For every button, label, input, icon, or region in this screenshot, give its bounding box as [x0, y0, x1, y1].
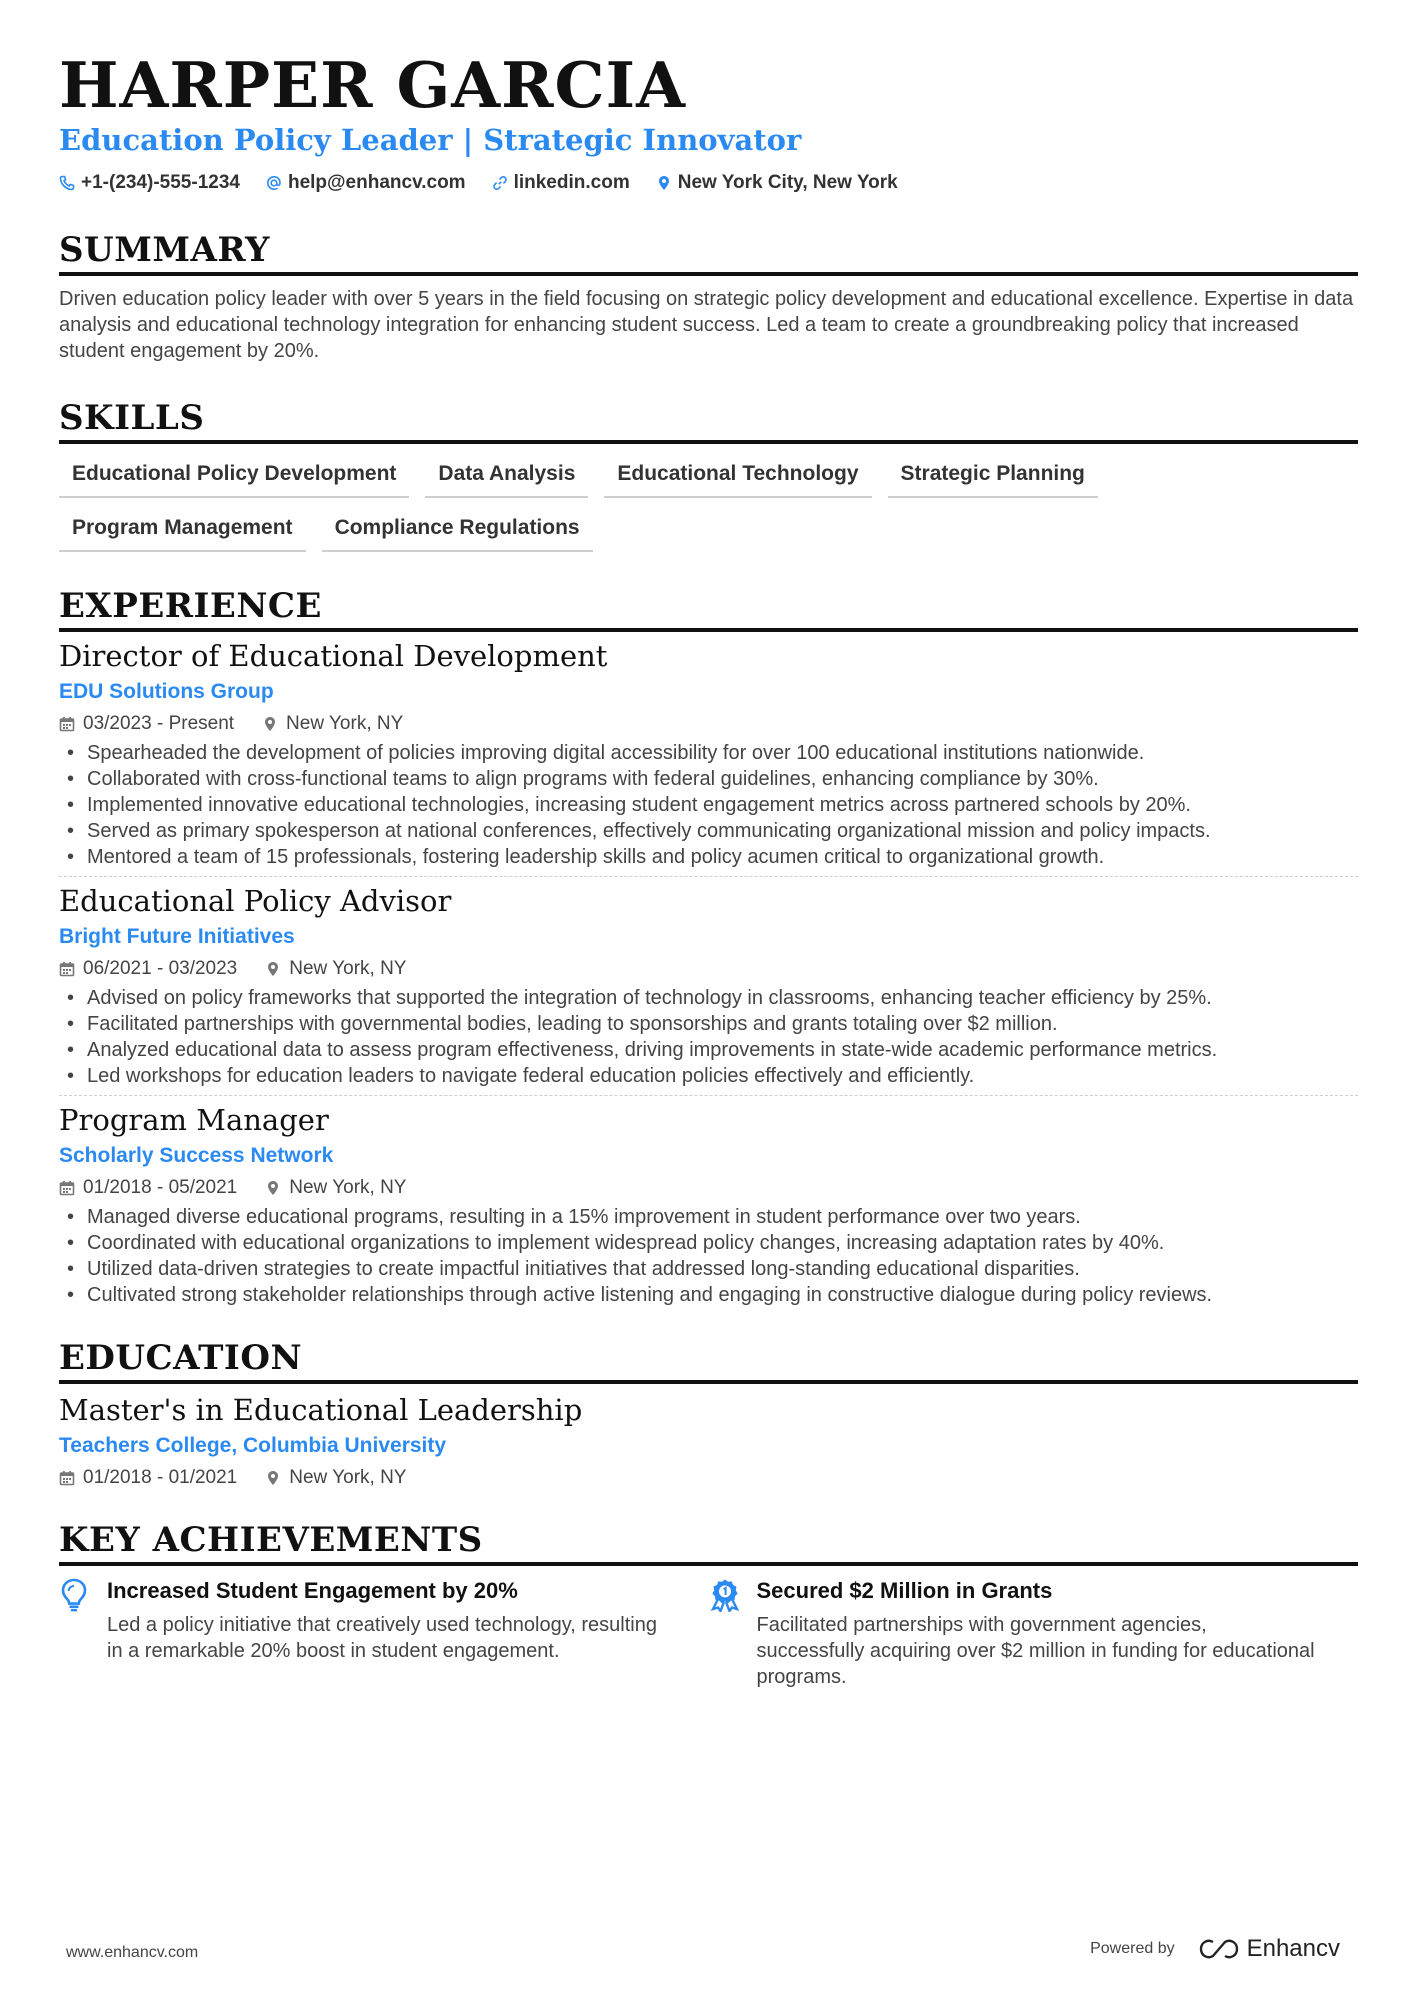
education-meta: [59, 1466, 1358, 1490]
job-bullets: [59, 740, 1358, 870]
contact-linkedin[interactable]: [492, 172, 630, 194]
linkedin-text: linkedin.com: [513, 172, 630, 193]
calendar-icon: [59, 961, 75, 977]
skill-tag: Educational Technology: [604, 452, 871, 498]
achievement-description: Led a policy initiative that creatively used technology, resulting in a remarkable 20% boost in student engagement.: [107, 1614, 657, 1662]
bullet-item: • Facilitated partnerships with governmental bodies, leading to sponsorships and grants totaling over $2 million.: [59, 1011, 1358, 1037]
experience-heading: EXPERIENCE: [59, 586, 1358, 632]
powered-by-label: Powered by: [1090, 1940, 1175, 1957]
achievements-section: [59, 1520, 1358, 1690]
skills-section: [59, 398, 1358, 560]
skill-tag: Program Management: [59, 506, 306, 552]
job-title: Educational Policy Advisor: [59, 884, 452, 918]
job-meta: [59, 712, 1358, 736]
brand-name: Enhancv: [1246, 1935, 1340, 1962]
lightbulb-icon: [59, 1578, 89, 1612]
achievement-description: Facilitated partnerships with government agencies, successfully acquiring over $2 million in funding for educational programs.: [756, 1614, 1315, 1688]
bullet-item: • Mentored a team of 15 professionals, fostering leadership skills and policy acumen critical to organizational growth.: [59, 844, 1358, 870]
job-location-text: New York, NY: [289, 958, 407, 979]
candidate-subtitle: Education Policy Leader | Strategic Innovator: [59, 123, 802, 157]
calendar-icon: [59, 716, 75, 732]
school-name: Teachers College, Columbia University: [59, 1434, 447, 1457]
map-pin-icon: [265, 1470, 281, 1486]
achievement-title: Increased Student Engagement by 20%: [107, 1578, 518, 1603]
job-location-text: New York, NY: [286, 713, 404, 734]
phone-text: +1-(234)-555-1234: [81, 172, 240, 193]
job-location: [262, 712, 403, 736]
skills-list: [59, 452, 1358, 560]
bullet-item: • Collaborated with cross-functional teams to align programs with federal guidelines, enhancing compliance by 30%.: [59, 766, 1358, 792]
skill-tag: Educational Policy Development: [59, 452, 409, 498]
location-text: New York City, New York: [677, 172, 898, 193]
calendar-icon: [59, 1470, 75, 1486]
job-bullets: [59, 985, 1358, 1089]
job-location-text: New York, NY: [289, 1177, 407, 1198]
education-dates: [59, 1466, 237, 1490]
footer-website[interactable]: www.enhancv.com: [66, 1944, 199, 1961]
achievements-heading: KEY ACHIEVEMENTS: [59, 1520, 1358, 1566]
experience-entry: [59, 632, 1358, 870]
education-location: [265, 1466, 406, 1490]
bullet-item: • Led workshops for education leaders to navigate federal education policies effectively and efficiently.: [59, 1063, 1358, 1089]
job-title: Director of Educational Development: [59, 639, 608, 673]
contact-list: [59, 172, 1358, 194]
bullet-item: • Implemented innovative educational technologies, increasing student engagement metrics across partnered schools by 20%.: [59, 792, 1358, 818]
achievement-item: [59, 1576, 709, 1690]
map-pin-icon: [656, 175, 672, 191]
award-ribbon-icon: [709, 1578, 741, 1612]
bullet-item: • Advised on policy frameworks that supported the integration of technology in classrooms, enhancing teacher efficiency by 25%.: [59, 985, 1358, 1011]
skill-tag: Strategic Planning: [888, 452, 1098, 498]
link-icon: [492, 175, 508, 191]
education-location-text: New York, NY: [289, 1467, 407, 1488]
job-meta: [59, 1176, 1358, 1200]
job-dates: [59, 712, 234, 736]
job-title: Program Manager: [59, 1103, 329, 1137]
map-pin-icon: [262, 716, 278, 732]
education-dates-text: 01/2018 - 01/2021: [83, 1467, 238, 1488]
bullet-item: • Utilized data-driven strategies to create impactful initiatives that addressed long-standing educational disparities.: [59, 1256, 1358, 1282]
skill-tag: Data Analysis: [425, 452, 588, 498]
job-dates-text: 01/2018 - 05/2021: [83, 1177, 238, 1198]
bullet-item: • Managed diverse educational programs, resulting in a 15% improvement in student performance over two years.: [59, 1204, 1358, 1230]
achievement-title: Secured $2 Million in Grants: [756, 1578, 1053, 1603]
job-bullets: [59, 1204, 1358, 1308]
bullet-item: • Coordinated with educational organizations to implement widespread policy changes, increasing adaptation rates by 40%.: [59, 1230, 1358, 1256]
experience-entry: [59, 876, 1358, 1089]
job-meta: [59, 957, 1358, 981]
bullet-item: • Cultivated strong stakeholder relationships through active listening and engaging in constructive dialogue during policy reviews.: [59, 1282, 1358, 1308]
company-name: Bright Future Initiatives: [59, 925, 295, 948]
skill-tag: Compliance Regulations: [322, 506, 593, 552]
degree-title: Master's in Educational Leadership: [59, 1393, 583, 1427]
enhancv-logo[interactable]: [1199, 1935, 1340, 1963]
education-heading: EDUCATION: [59, 1338, 1358, 1384]
contact-email[interactable]: [266, 172, 466, 194]
map-pin-icon: [265, 1180, 281, 1196]
achievement-item: [709, 1576, 1359, 1690]
calendar-icon: [59, 1180, 75, 1196]
job-location: [265, 957, 406, 981]
at-icon: [266, 175, 282, 191]
enhancv-logo-icon: [1199, 1938, 1239, 1960]
contact-location: [656, 172, 898, 194]
bullet-item: • Served as primary spokesperson at national conferences, effectively communicating organizational mission and policy impacts.: [59, 818, 1358, 844]
summary-heading: SUMMARY: [59, 230, 1358, 276]
footer-branding: [1090, 1935, 1340, 1963]
skills-heading: SKILLS: [59, 398, 1358, 444]
education-entry: [59, 1384, 1358, 1490]
header: [59, 50, 1358, 194]
map-pin-icon: [265, 961, 281, 977]
job-dates-text: 03/2023 - Present: [83, 713, 235, 734]
candidate-name: HARPER GARCIA: [59, 48, 686, 122]
job-dates-text: 06/2021 - 03/2023: [83, 958, 238, 979]
job-dates: [59, 957, 237, 981]
phone-icon: [59, 175, 75, 191]
bullet-item: • Analyzed educational data to assess program effectiveness, driving improvements in state-wide academic performance metrics.: [59, 1037, 1358, 1063]
contact-phone[interactable]: [59, 172, 240, 194]
summary-section: [59, 230, 1358, 364]
company-name: Scholarly Success Network: [59, 1144, 334, 1167]
achievements-grid: [59, 1576, 1358, 1690]
summary-text: Driven education policy leader with over 5 years in the field focusing on strategic policy development and educational excellence. Expertise in data analysis and educational technology integration for enhancing student success. Led a team to create a groundbreaking policy that increased student engagement by 20%.: [59, 288, 1354, 362]
experience-section: [59, 586, 1358, 1308]
company-name: EDU Solutions Group: [59, 680, 274, 703]
email-text: help@enhancv.com: [287, 172, 466, 193]
experience-entry: [59, 1095, 1358, 1308]
bullet-item: • Spearheaded the development of policies improving digital accessibility for over 100 educational institutions nationwide.: [59, 740, 1358, 766]
job-dates: [59, 1176, 237, 1200]
job-location: [265, 1176, 406, 1200]
resume-page: [59, 50, 1358, 1690]
education-section: [59, 1338, 1358, 1490]
